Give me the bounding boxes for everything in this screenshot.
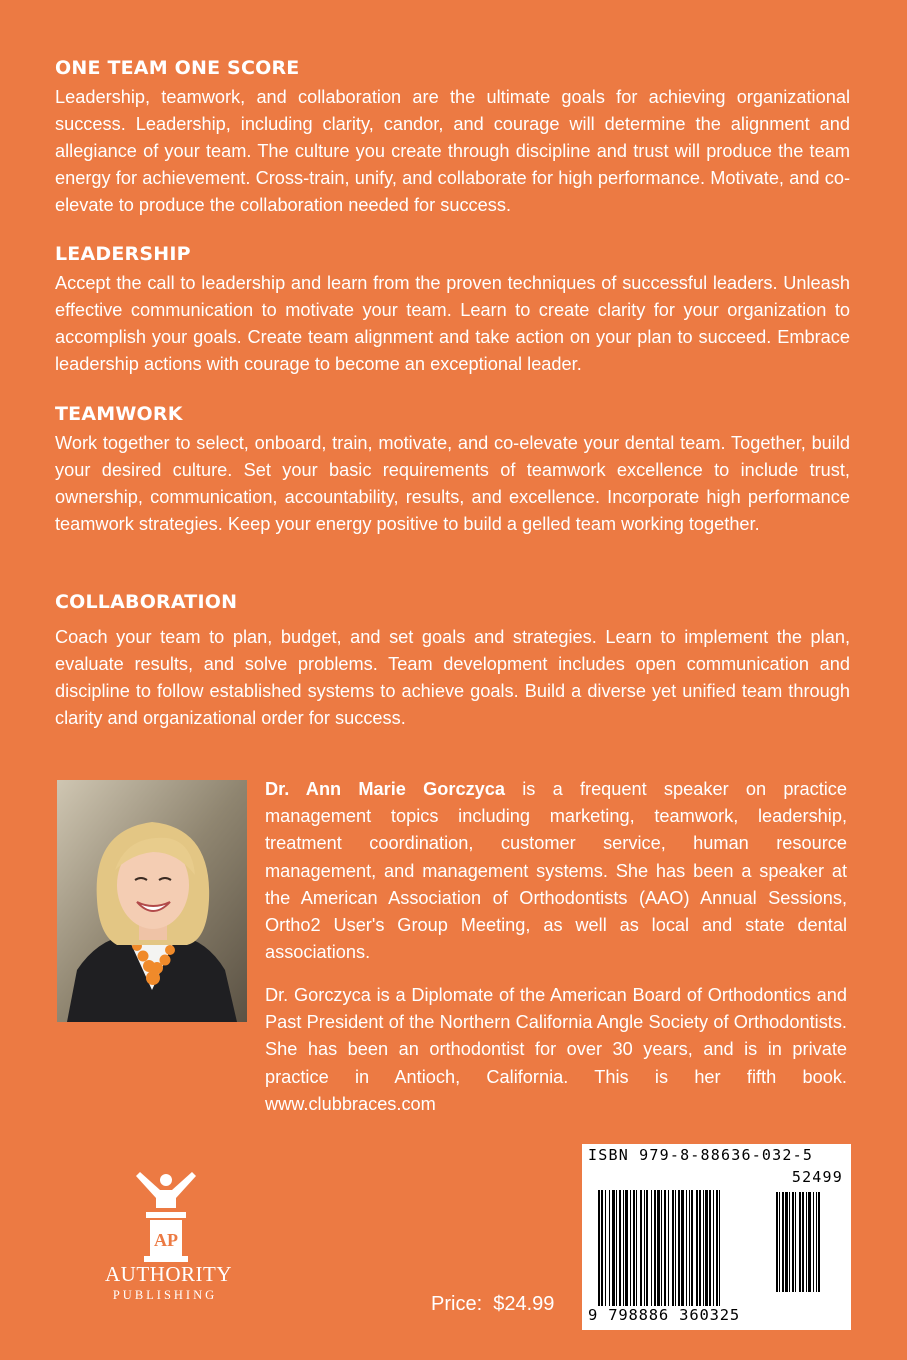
- barcode-bar: [623, 1190, 624, 1306]
- price-label: Price:: [431, 1293, 483, 1315]
- author-bio: [265, 776, 847, 966]
- author-portrait-illustration: [57, 780, 247, 1022]
- barcode-bar: [808, 1192, 811, 1292]
- section-collaboration: [55, 590, 850, 732]
- author-bio-text: is a frequent speaker on practice management topics including marketing, teamwork, leadership, treatment coordination, customer service, human resource management, and management systems. She has been a speaker at the American Association of Orthodontists (AAO) Annual Sessions, Ortho2 User's Group Meeting, as well as local and state dental associations.: [265, 779, 847, 963]
- barcode-bar: [686, 1190, 687, 1306]
- barcode-bar: [818, 1192, 820, 1292]
- barcode-bar: [782, 1192, 784, 1292]
- section-body: Leadership, teamwork, and collaboration are the ultimate goals for achieving organizational success. Leadership, including clarity, candor, and courage will determine the alignment and allegiance of your team. The culture you create through discipline and trust will produce the team energy for achievement. Cross-train, unify, and collaborate for high performance. Motivate, and co-elevate to produce the collaboration needed for success.: [55, 87, 850, 215]
- barcode-bar: [630, 1190, 631, 1306]
- section-teamwork: [55, 402, 850, 538]
- isbn-text: ISBN 979-8-88636-032-5: [588, 1146, 814, 1164]
- barcode-bar: [785, 1192, 788, 1292]
- barcode-bar: [644, 1190, 645, 1306]
- barcode-digits: 9 798886 360325: [588, 1306, 740, 1324]
- barcode-bar: [612, 1190, 615, 1306]
- price: [431, 1293, 554, 1316]
- barcode-bar: [657, 1190, 660, 1306]
- barcode-bar: [672, 1190, 674, 1306]
- barcode-bar: [696, 1190, 698, 1306]
- barcode-bar: [678, 1190, 680, 1306]
- barcode-bar: [633, 1190, 635, 1306]
- barcode-main-bars: [598, 1190, 768, 1306]
- section-heading: LEADERSHIP: [55, 243, 191, 265]
- barcode-bar: [675, 1190, 676, 1306]
- section-leadership: [55, 242, 850, 378]
- barcode-addon: 52499: [791, 1168, 843, 1186]
- barcode-bar: [601, 1190, 603, 1306]
- barcode-bar: [625, 1190, 628, 1306]
- barcode-bar: [779, 1192, 780, 1292]
- barcode-bar: [616, 1190, 617, 1306]
- barcode-bar: [795, 1192, 796, 1292]
- barcode-bar: [661, 1190, 662, 1306]
- barcode-bar: [691, 1190, 693, 1306]
- barcode-bar: [619, 1190, 621, 1306]
- publisher-monogram: AP: [154, 1230, 178, 1250]
- section-body: Coach your team to plan, budget, and set goals and strategies. Learn to implement the plan, evaluate results, and solve problems. Team development includes open communication and discipline to follow established systems to achieve goals. Build a diverse yet unified team through clarity and organizational order for success.: [55, 627, 850, 728]
- barcode-bar: [646, 1190, 648, 1306]
- barcode-bar: [789, 1192, 790, 1292]
- section-body: Accept the call to leadership and learn from the proven techniques of successful leaders. Unleash effective communication to motivate your team. Learn to create clarity for your organization to accomplish your goals. Create team alignment and take action on your plan to succeed. Embrace leadership actions with courage to become an exceptional leader.: [55, 273, 850, 374]
- barcode-bar: [605, 1190, 606, 1306]
- publisher-sub: PUBLISHING: [112, 1288, 218, 1302]
- barcode-bar: [654, 1190, 656, 1306]
- barcode-bar: [813, 1192, 814, 1292]
- section-heading: ONE TEAM ONE SCORE: [55, 57, 300, 79]
- barcode-bar: [668, 1190, 669, 1306]
- barcode-bar: [816, 1192, 817, 1292]
- author-credentials: [265, 982, 847, 1118]
- barcode-bar: [799, 1192, 801, 1292]
- section-heading: TEAMWORK: [55, 403, 183, 425]
- barcode-bar: [713, 1190, 714, 1306]
- barcode-bar: [709, 1190, 711, 1306]
- barcode-bar: [681, 1190, 684, 1306]
- barcode-bar: [640, 1190, 642, 1306]
- barcode-bar: [716, 1190, 718, 1306]
- barcode-bar: [699, 1190, 701, 1306]
- barcode-bar: [609, 1190, 610, 1306]
- section-one-team-one-score: [55, 56, 850, 219]
- barcode-bar: [703, 1190, 704, 1306]
- section-heading: COLLABORATION: [55, 591, 238, 613]
- barcode-bar: [664, 1190, 666, 1306]
- publisher-name: AUTHORITY: [105, 1262, 232, 1286]
- barcode-bar: [598, 1190, 600, 1306]
- barcode-bar: [705, 1190, 708, 1306]
- barcode-bar: [792, 1192, 794, 1292]
- barcode-bar: [776, 1192, 778, 1292]
- barcode-bar: [719, 1190, 720, 1306]
- publisher-logo-icon: [110, 1168, 222, 1308]
- barcode-bar: [802, 1192, 804, 1292]
- barcode-bar: [651, 1190, 652, 1306]
- section-body: Work together to select, onboard, train, motivate, and co-elevate your dental team. Together, build your desired culture. Set your basic requirements of teamwork excellence to include trust, ownership, communication, accountability, results, and excellence. Incorporate high performance teamwork strategies. Keep your energy positive to build a gelled team working together.: [55, 433, 850, 534]
- barcode-bar: [806, 1192, 807, 1292]
- price-value: $24.99: [493, 1293, 555, 1315]
- author-bio-paragraph: [265, 776, 847, 966]
- barcode-bar: [636, 1190, 637, 1306]
- barcode-addon-bars: [776, 1192, 842, 1292]
- author-name: Dr. Ann Marie Gorczyca: [265, 779, 506, 799]
- author-credentials-paragraph: Dr. Gorczyca is a Diplomate of the American Board of Orthodontics and Past President of the Northern California Angle Society of Orthodontists. She has been an orthodontist for over 30 years, and is in private practice in Antioch, California. This is her fifth book. www.clubbraces.com: [265, 985, 847, 1114]
- author-photo: [57, 780, 247, 1022]
- isbn-barcode: [582, 1144, 851, 1330]
- barcode-bar: [689, 1190, 690, 1306]
